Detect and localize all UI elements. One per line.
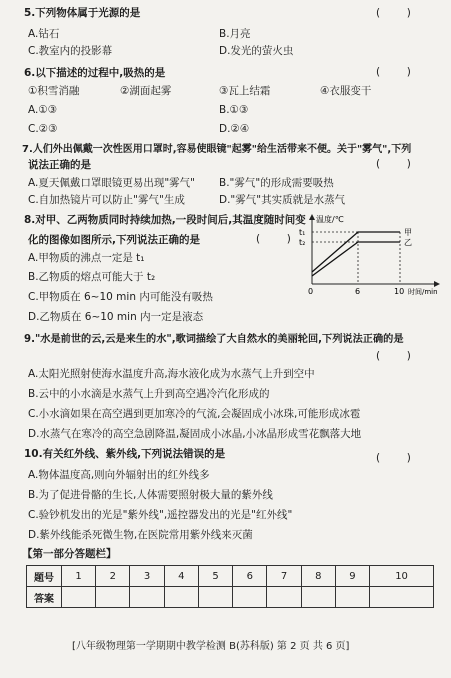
q7-stem-line2: 说法正确的是 <box>28 159 91 171</box>
q7-paren: ( ) <box>376 158 411 170</box>
x-axis-arrow <box>434 281 440 287</box>
number-cell: 10 <box>370 566 434 587</box>
q8-option-d: D.乙物质在 6~10 min 内一定是液态 <box>28 311 204 323</box>
answer-cell[interactable] <box>96 587 130 608</box>
q5-stem: 5.下列物体属于光源的是 <box>24 7 141 19</box>
answer-cell[interactable] <box>164 587 198 608</box>
answer-cell[interactable] <box>233 587 267 608</box>
q5-option-b: B.月亮 <box>219 28 251 40</box>
x6-label: 6 <box>355 287 361 296</box>
q8-stem-line2: 化的图像如图所示,下列说法正确的是 <box>28 234 200 246</box>
q10-option-d: D.紫外线能杀死微生物,在医院常用紫外线来灭菌 <box>28 529 253 541</box>
number-cell: 5 <box>198 566 232 587</box>
answer-cell[interactable] <box>267 587 301 608</box>
q6-item-3: ③瓦上结霜 <box>219 85 271 97</box>
q8-option-c: C.甲物质在 6~10 min 内可能没有吸热 <box>28 291 213 303</box>
t1-label: t₁ <box>299 228 306 237</box>
number-cell: 8 <box>301 566 335 587</box>
q8-paren: ( ) <box>256 233 291 245</box>
q5-option-a: A.钻石 <box>28 28 60 40</box>
q9-option-d: D.水蒸气在寒冷的高空急剧降温,凝固成小冰晶,小冰晶形成雪花飘落大地 <box>28 428 362 440</box>
y-axis-arrow <box>309 214 315 220</box>
q6-item-4: ④衣服变干 <box>320 85 372 97</box>
number-cell: 4 <box>164 566 198 587</box>
q6-option-c: C.②③ <box>28 123 58 135</box>
page-footer: [八年级物理第一学期期中教学检测 B(苏科版) 第 2 页 共 6 页] <box>72 641 350 652</box>
q10-option-b: B.为了促进骨骼的生长,人体需要照射极大量的紫外线 <box>28 489 273 501</box>
q7-option-b: B."雾气"的形成需要吸热 <box>219 177 334 189</box>
q6-stem: 6.以下描述的过程中,吸热的是 <box>24 67 166 79</box>
q6-option-b: B.①③ <box>219 104 249 116</box>
legend-yi: 乙 <box>404 238 412 247</box>
q9-paren: ( ) <box>376 350 411 362</box>
answer-cell[interactable] <box>62 587 96 608</box>
q6-item-1: ①积雪消融 <box>28 85 80 97</box>
q10-option-c: C.验钞机发出的光是"紫外线",遥控器发出的光是"红外线" <box>28 509 293 521</box>
q8-option-a: A.甲物质的沸点一定是 t₁ <box>28 252 145 264</box>
q10-stem: 10.有关红外线、紫外线,下列说法错误的是 <box>24 448 226 460</box>
q9-option-c: C.小水滴如果在高空遇到更加寒冷的气流,会凝固成小冰珠,可能形成冰雹 <box>28 408 361 420</box>
q7-stem-line1: 7.人们外出佩戴一次性医用口罩时,容易使眼镜"起雾"给生活带来不便。关于"雾气",下列 <box>22 144 412 155</box>
number-cell: 1 <box>62 566 96 587</box>
t2-label: t₂ <box>299 238 306 247</box>
series-yi <box>312 242 400 276</box>
answer-cell[interactable] <box>335 587 369 608</box>
q10-paren: ( ) <box>376 452 411 464</box>
number-cell: 3 <box>130 566 164 587</box>
origin-label: 0 <box>308 287 314 296</box>
q9-option-b: B.云中的小水滴是水蒸气上升到高空遇冷汽化形成的 <box>28 388 270 400</box>
x10-label: 10 <box>394 287 405 296</box>
number-cell: 6 <box>233 566 267 587</box>
answer-section-title: 【第一部分答题栏】 <box>22 548 117 560</box>
q6-paren: ( ) <box>376 66 411 78</box>
answer-cell[interactable] <box>198 587 232 608</box>
answer-cell[interactable] <box>370 587 434 608</box>
answer-cell[interactable] <box>301 587 335 608</box>
number-cell: 9 <box>335 566 369 587</box>
answer-table-number-row <box>27 566 434 587</box>
temperature-time-graph <box>294 212 442 298</box>
x-axis-label: 时间/min <box>408 288 438 296</box>
q5-paren: ( ) <box>376 7 411 19</box>
q9-option-a: A.太阳光照射使海水温度升高,海水液化成为水蒸气上升到空中 <box>28 368 315 380</box>
q7-option-c: C.自加热镜片可以防止"雾气"生成 <box>28 194 185 206</box>
q10-option-a: A.物体温度高,则向外辐射出的红外线多 <box>28 469 210 481</box>
q5-option-c: C.教室内的投影幕 <box>28 45 113 57</box>
q8-stem-line1: 8.对甲、乙两物质同时持续加热,一段时间后,其温度随时间变 <box>24 214 306 226</box>
q5-option-d: D.发光的萤火虫 <box>219 45 294 57</box>
number-cell: 2 <box>96 566 130 587</box>
answer-table-answer-row <box>27 587 434 608</box>
legend-jia: 甲 <box>404 228 412 237</box>
q6-option-a: A.①③ <box>28 104 58 116</box>
q7-option-a: A.夏天佩戴口罩眼镜更易出现"雾气" <box>28 177 195 189</box>
q6-item-2: ②湖面起雾 <box>120 85 172 97</box>
number-header-cell: 题号 <box>27 566 62 587</box>
q6-option-d: D.②④ <box>219 123 250 135</box>
y-axis-label: 温度/℃ <box>316 215 344 224</box>
q9-stem: 9."水是前世的云,云是来生的水",歌词描绘了大自然水的美丽轮回,下列说法正确的是 <box>24 334 404 345</box>
q8-option-b: B.乙物质的熔点可能大于 t₂ <box>28 271 156 283</box>
number-cell: 7 <box>267 566 301 587</box>
q7-option-d: D."雾气"其实质就是水蒸气 <box>219 194 346 206</box>
answer-table <box>26 565 434 608</box>
answer-header-cell: 答案 <box>27 587 62 608</box>
answer-cell[interactable] <box>130 587 164 608</box>
